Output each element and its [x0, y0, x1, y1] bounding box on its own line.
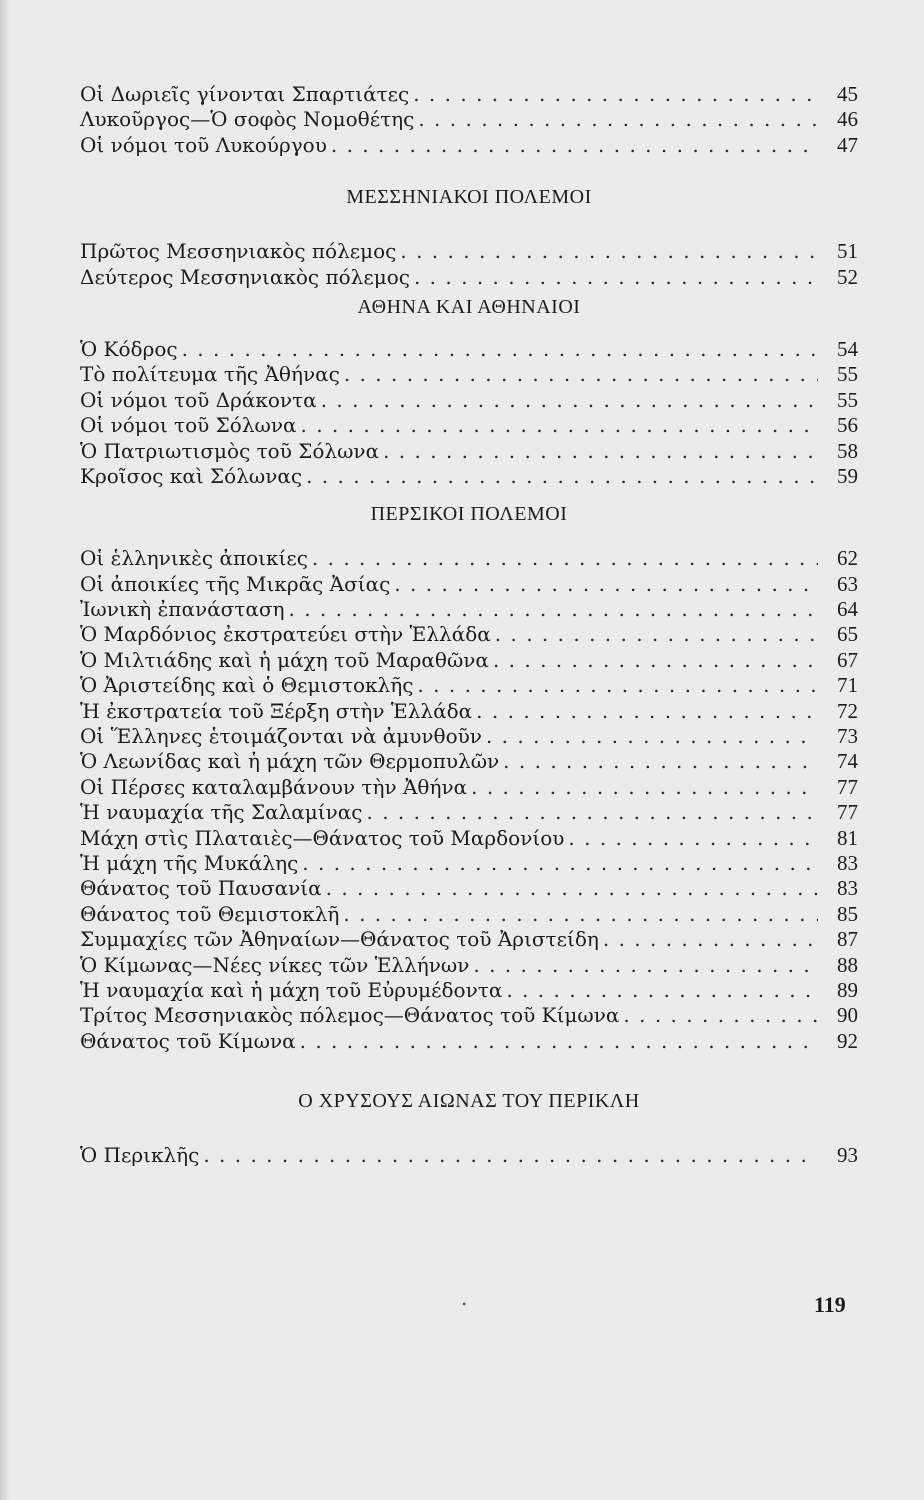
dot-leader [493, 648, 818, 673]
entry-title: Οἱ νόμοι τοῦ Σόλωνα [80, 413, 297, 438]
dot-leader [326, 876, 818, 901]
toc-entry [80, 413, 858, 438]
table-of-contents [80, 82, 858, 1169]
dot-leader [413, 82, 818, 107]
toc-entry [80, 82, 858, 107]
entry-page: 45 [837, 82, 858, 106]
entry-title: Οἱ Πέρσες καταλαμβάνουν τὴν Ἀθήνα [80, 774, 468, 799]
dot-leader [400, 239, 818, 264]
toc-entry [80, 724, 858, 749]
entry-page: 72 [837, 698, 858, 723]
toc-entry [80, 648, 858, 673]
page-number: 119 [814, 1292, 846, 1317]
toc-entry [80, 749, 858, 774]
entry-title: Ἡ ναυμαχία καὶ ἡ μάχη τοῦ Εὐρυμέδοντα [80, 977, 503, 1002]
toc-entry [80, 133, 858, 158]
page-shadow [0, 0, 10, 1500]
entry-page: 87 [837, 927, 858, 952]
entry-title: Θάνατος τοῦ Κίμωνα [80, 1028, 296, 1053]
dot-leader [312, 546, 818, 571]
dot-leader [182, 337, 818, 362]
entry-title: Οἱ Δωριεῖς γίνονται Σπαρτιάτες [80, 82, 410, 106]
entry-title: Τὸ πολίτευμα τῆς Ἀθήνας [80, 362, 340, 387]
entry-page: 83 [837, 850, 858, 875]
entry-page: 63 [837, 571, 858, 596]
dot-leader [300, 1029, 818, 1054]
dot-leader [344, 362, 818, 387]
toc-entry [80, 572, 858, 597]
entry-title: Ὁ Λεωνίδας καὶ ἡ μάχη τῶν Θερμοπυλῶν [80, 749, 500, 774]
entry-title: Συμμαχίες τῶν Ἀθηναίων—Θάνατος τοῦ Ἀριστείδη [80, 927, 599, 952]
entry-page: 59 [837, 463, 858, 488]
toc-entry [80, 362, 858, 387]
section-heading: ΠΕΡΣΙΚΟΙ ΠΟΛΕΜΟΙ [370, 503, 568, 526]
dot-leader [603, 927, 818, 952]
entry-page: 77 [837, 800, 858, 825]
print-speck: . [461, 1286, 468, 1310]
toc-entry [80, 239, 858, 264]
entry-page: 55 [837, 362, 858, 387]
dot-leader [383, 439, 818, 464]
entry-title: Ὁ Μαρδόνιος ἐκστρατεύει στὴν Ἑλλάδα [80, 622, 491, 647]
section-heading: Ο ΧΡΥΣΟΥΣ ΑΙΩΝΑΣ ΤΟΥ ΠΕΡΙΚΛΗ [298, 1090, 640, 1113]
entry-title: Λυκοῦργος—Ὁ σοφὸς Νομοθέτης [80, 107, 415, 132]
dot-leader [414, 265, 818, 290]
entry-page: 85 [837, 901, 858, 926]
entry-title: Οἱ Ἕλληνες ἑτοιμάζονται νὰ ἀμυνθοῦν [80, 724, 482, 749]
entry-title: Οἱ νόμοι τοῦ Λυκούργου [80, 132, 327, 157]
toc-entry [80, 439, 858, 464]
toc-entry [80, 337, 858, 362]
entry-page: 58 [837, 438, 858, 463]
dot-leader [300, 413, 818, 438]
dot-leader [302, 851, 818, 876]
entry-title: Ἰωνικὴ ἐπανάσταση [80, 597, 285, 622]
dot-leader [343, 902, 818, 927]
entry-title: Δεύτερος Μεσσηνιακὸς πόλεμος [80, 264, 410, 289]
entry-page: 92 [837, 1028, 858, 1053]
entry-page: 93 [837, 1143, 858, 1168]
entry-title: Οἱ ἀποικίες τῆς Μικρᾶς Ἀσίας [80, 571, 391, 596]
toc-entry [80, 876, 858, 901]
dot-leader [503, 749, 818, 774]
entry-title: Ὁ Ἀριστείδης καὶ ὁ Θεμιστοκλῆς [80, 673, 414, 698]
toc-entry [80, 699, 858, 724]
entry-page: 52 [837, 264, 858, 289]
section-entries [80, 546, 858, 1054]
toc-entry [80, 826, 858, 851]
dot-leader [417, 673, 818, 698]
toc-entry [80, 927, 858, 952]
dot-leader [623, 1003, 818, 1028]
toc-entry [80, 597, 858, 622]
entry-title: Μάχη στὶς Πλαταιὲς—Θάνατος τοῦ Μαρδονίου [80, 825, 565, 850]
toc-entry [80, 800, 858, 825]
entry-title: Ὁ Κίμωνας—Νέες νίκες τῶν Ἑλλήνων [80, 952, 470, 977]
entry-page: 47 [837, 132, 858, 157]
entry-page: 77 [837, 774, 858, 799]
entry-page: 89 [837, 977, 858, 1002]
toc-entry [80, 953, 858, 978]
entry-title: Ἡ μάχη τῆς Μυκάλης [80, 850, 299, 875]
entry-page: 64 [837, 597, 858, 622]
entry-title: Πρῶτος Μεσσηνιακὸς πόλεμος [80, 239, 397, 264]
dot-leader [471, 775, 818, 800]
section-entries [80, 239, 858, 290]
entry-page: 73 [837, 724, 858, 749]
entry-title: Οἱ ἑλληνικὲς ἀποικίες [80, 546, 308, 571]
toc-entry [80, 775, 858, 800]
entry-page: 90 [837, 1003, 858, 1028]
entry-page: 74 [837, 749, 858, 774]
toc-entry [80, 1143, 858, 1168]
entry-page: 83 [837, 876, 858, 901]
dot-leader [203, 1143, 818, 1168]
toc-entry [80, 673, 858, 698]
dot-leader [288, 597, 818, 622]
entry-title: Ὁ Κόδρος [80, 336, 178, 361]
toc-entry [80, 1029, 858, 1054]
entry-title: Θάνατος τοῦ Θεμιστοκλῆ [80, 901, 340, 926]
entry-title: Ἡ ἐκστρατεία τοῦ Ξέρξη στὴν Ἑλλάδα [80, 698, 473, 723]
entry-title: Ὁ Μιλτιάδης καὶ ἡ μάχη τοῦ Μαραθῶνα [80, 647, 489, 672]
toc-entry [80, 388, 858, 413]
section-heading: ΑΘΗΝΑ ΚΑΙ ΑΘΗΝΑΙΟΙ [357, 295, 581, 318]
toc-entry [80, 622, 858, 647]
dot-leader [473, 953, 818, 978]
entry-page: 46 [837, 107, 858, 132]
dot-leader [568, 826, 818, 851]
toc-entry [80, 902, 858, 927]
entry-title: Θάνατος τοῦ Παυσανία [80, 876, 322, 901]
entry-title: Ἡ ναυμαχία τῆς Σαλαμίνας [80, 800, 363, 825]
dot-leader [331, 133, 818, 158]
entry-page: 65 [837, 622, 858, 647]
entry-page: 88 [837, 952, 858, 977]
toc-entry [80, 1003, 858, 1028]
entry-page: 62 [837, 546, 858, 571]
dot-leader [367, 800, 819, 825]
intro-entries [80, 82, 858, 158]
dot-leader [418, 107, 818, 132]
section-heading: ΜΕΣΣΗΝΙΑΚΟΙ ΠΟΛΕΜΟΙ [346, 186, 592, 209]
entry-title: Ὁ Περικλῆς [80, 1143, 200, 1168]
dot-leader [394, 572, 818, 597]
entry-title: Κροῖσος καὶ Σόλωνας [80, 463, 303, 488]
dot-leader [476, 699, 818, 724]
toc-entry [80, 265, 858, 290]
entry-page: 81 [837, 825, 858, 850]
section-entries [80, 1143, 858, 1168]
section-entries [80, 337, 858, 489]
entry-page: 55 [837, 387, 858, 412]
entry-title: Τρίτος Μεσσηνιακὸς πόλεμος—Θάνατος τοῦ Κίμωνα [80, 1003, 620, 1028]
entry-page: 56 [837, 413, 858, 438]
toc-entry [80, 851, 858, 876]
entry-page: 67 [837, 647, 858, 672]
dot-leader [306, 464, 818, 489]
dot-leader [486, 724, 818, 749]
entry-page: 71 [837, 673, 858, 698]
dot-leader [506, 978, 818, 1003]
toc-entry [80, 107, 858, 132]
toc-entry [80, 978, 858, 1003]
dot-leader [495, 622, 818, 647]
entry-page: 54 [837, 336, 858, 361]
entry-title: Οἱ νόμοι τοῦ Δράκοντα [80, 387, 317, 412]
toc-entry [80, 464, 858, 489]
toc-entry [80, 546, 858, 571]
dot-leader [321, 388, 818, 413]
entry-page: 51 [837, 239, 858, 264]
entry-title: Ὁ Πατριωτισμὸς τοῦ Σόλωνα [80, 438, 380, 463]
